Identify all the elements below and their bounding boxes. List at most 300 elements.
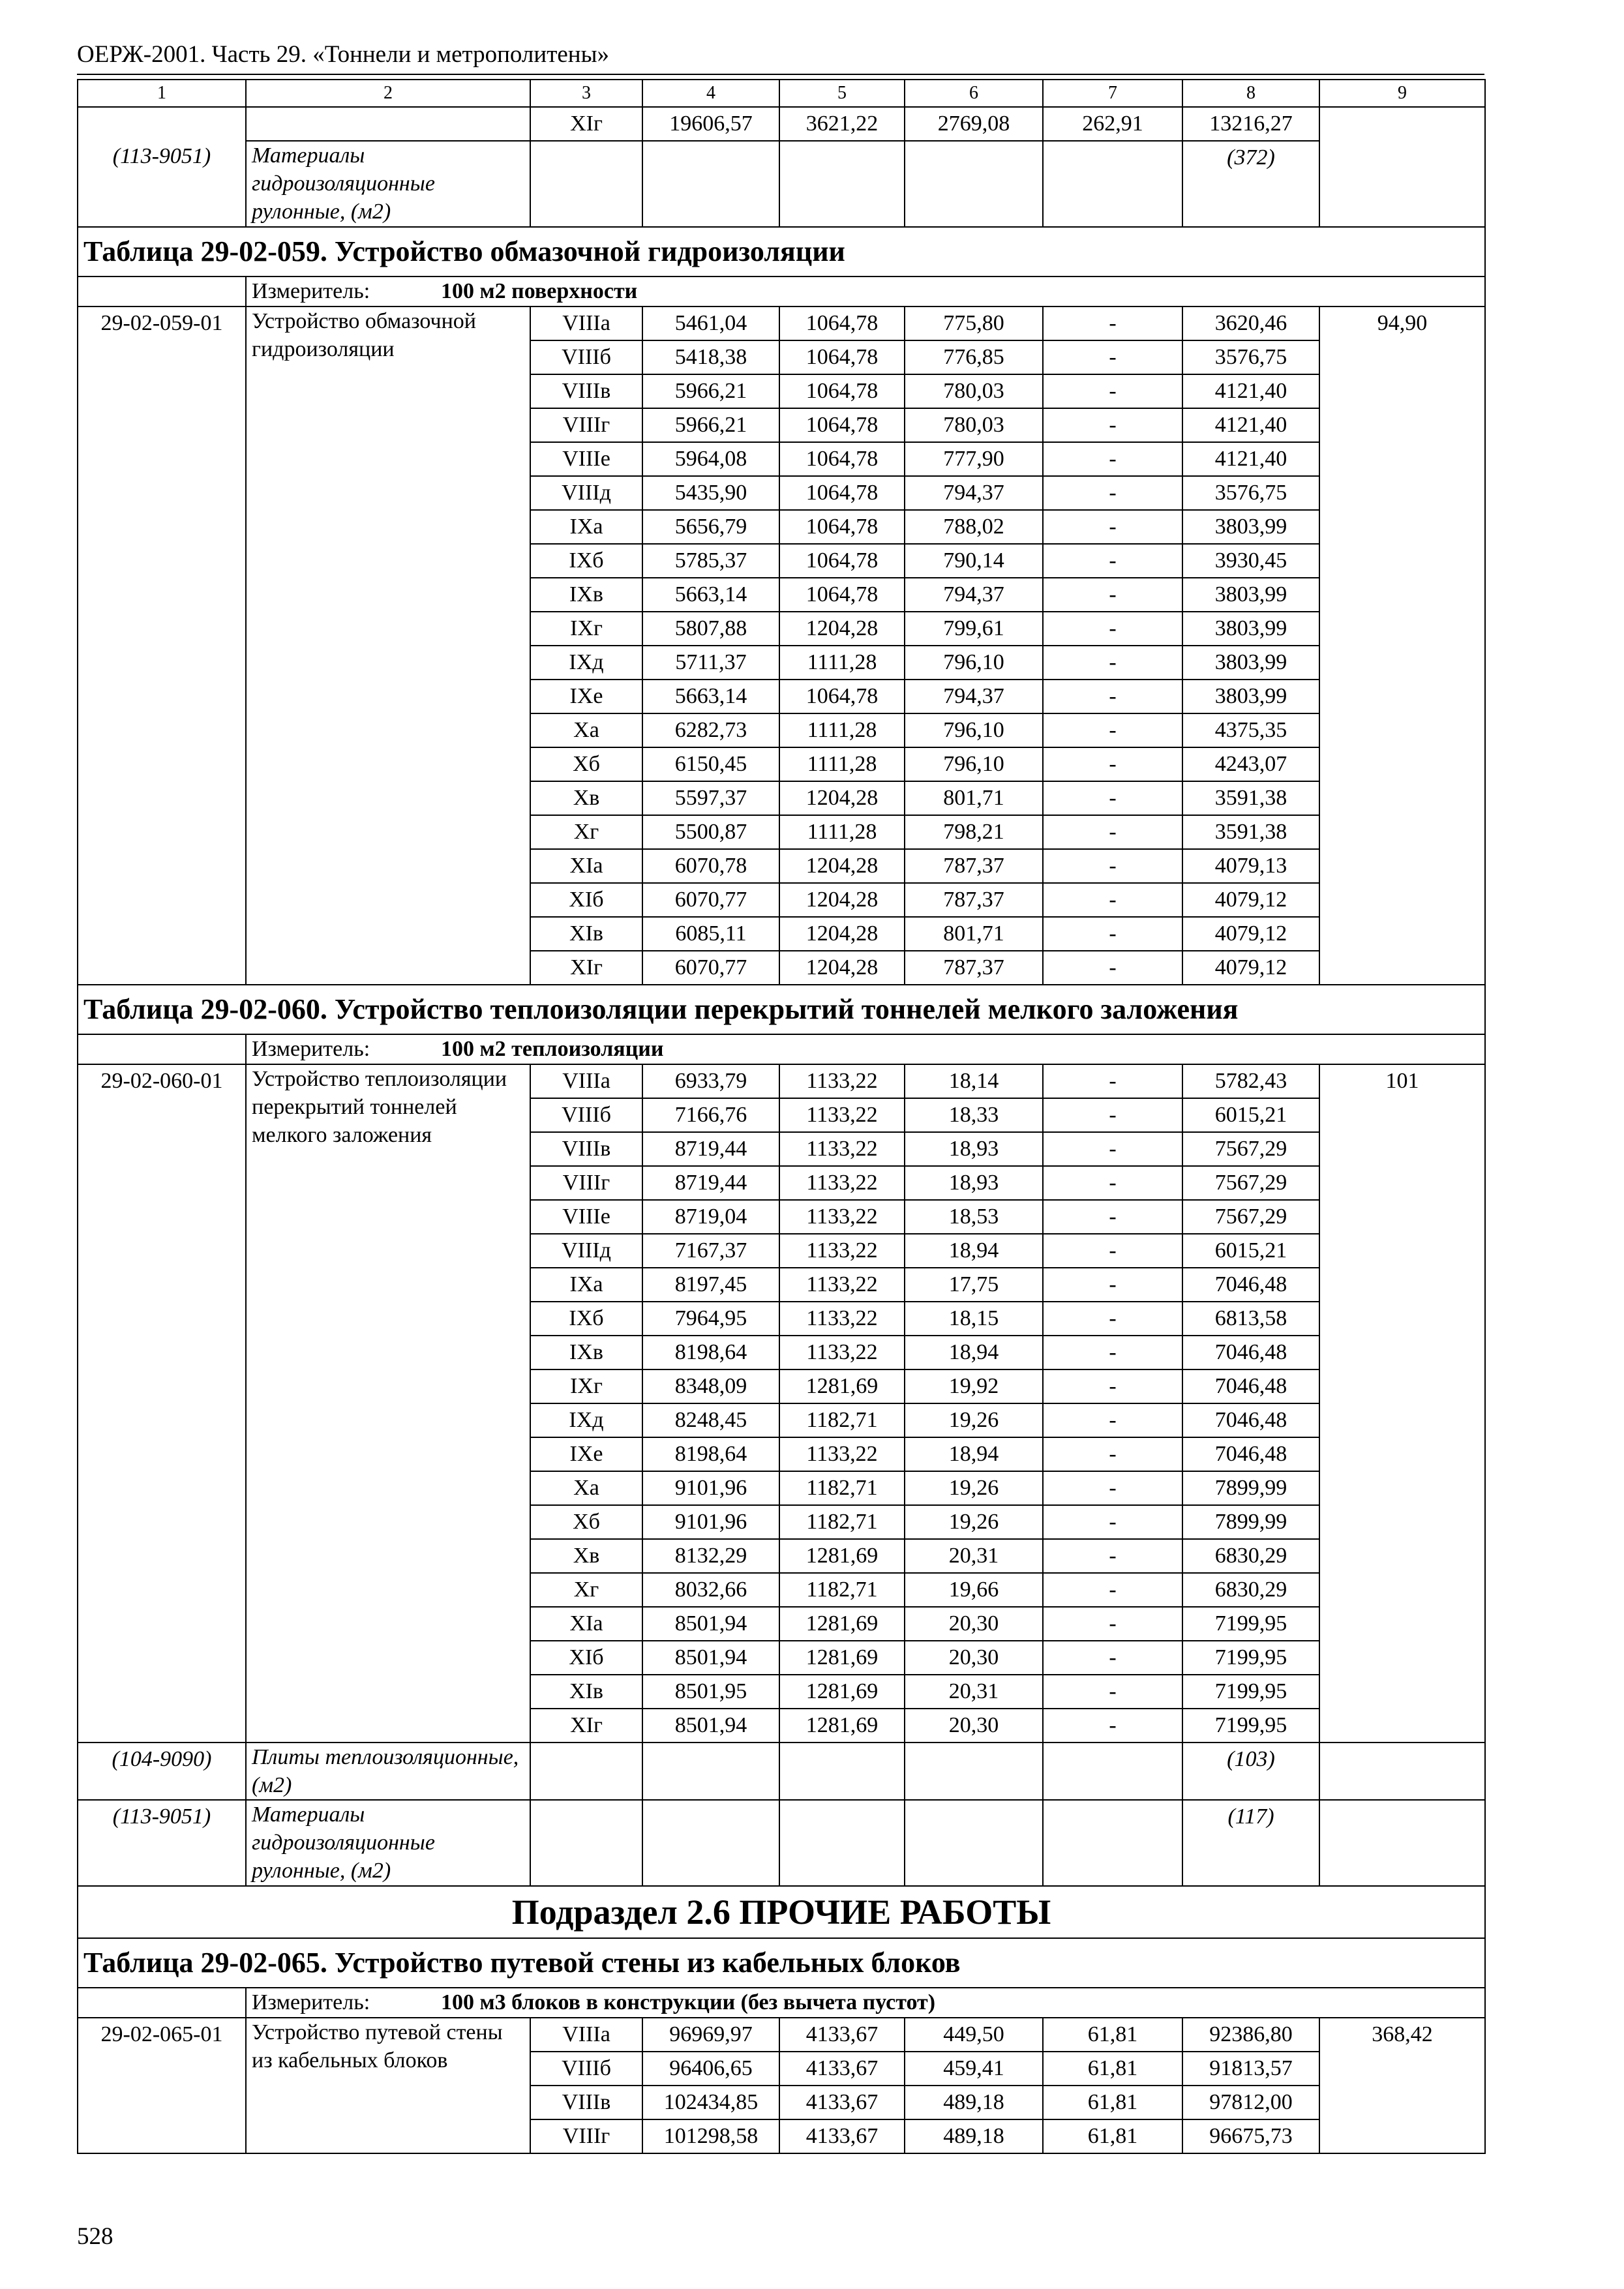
rate-value: Xа [530,713,642,747]
material-row [78,1743,1485,1800]
rate-value: 5966,21 [642,374,779,408]
rate-value: 18,93 [905,1166,1043,1200]
column-number: 5 [779,80,905,107]
rate-value: 799,61 [905,612,1043,646]
rate-value: - [1043,1539,1182,1573]
rate-value: VIIIг [530,1166,642,1200]
rate-value: 1133,22 [779,1234,905,1268]
rate-value: 1064,78 [779,408,905,442]
rate-value: 4133,67 [779,2018,905,2052]
rate-value: 7199,95 [1182,1675,1319,1709]
rate-value: 3591,38 [1182,815,1319,849]
rate-value: 5807,88 [642,612,779,646]
rate-value: 20,30 [905,1607,1043,1641]
rate-value: 8719,04 [642,1200,779,1234]
rate-value: 1133,22 [779,1166,905,1200]
rate-value: 1064,78 [779,307,905,340]
rate-value: 1133,22 [779,1098,905,1132]
rate-value: 796,10 [905,713,1043,747]
rate-value: - [1043,781,1182,815]
rate-value: 4133,67 [779,2086,905,2119]
rate-value: 6015,21 [1182,1234,1319,1268]
rate-value: 1182,71 [779,1403,905,1437]
rate-value: - [1043,849,1182,883]
rate-value: 96969,97 [642,2018,779,2052]
empty-cell [1043,1743,1182,1800]
rate-value: 788,02 [905,510,1043,544]
empty-cell [779,141,905,227]
rate-value: 5435,90 [642,476,779,510]
measure-spacer [78,1034,246,1064]
rate-value: 96406,65 [642,2052,779,2086]
rate-value: XIг [530,951,642,985]
rate-value: IXе [530,1437,642,1471]
rate-name: Устройство обмазочной гидроизоляции [246,307,530,985]
column-number: 6 [905,80,1043,107]
rate-value: 5964,08 [642,442,779,476]
rate-value: IXе [530,680,642,713]
rate-value: 1204,28 [779,917,905,951]
rate-col9: 368,42 [1319,2018,1485,2153]
empty-cell [1043,1800,1182,1886]
rate-value: 776,85 [905,340,1043,374]
rate-value: - [1043,307,1182,340]
rate-value: 780,03 [905,374,1043,408]
rate-value: - [1043,1166,1182,1200]
rates-table [77,79,1486,2154]
rate-value: 6015,21 [1182,1098,1319,1132]
rate-value: XIг [530,107,642,141]
rate-value: 19,92 [905,1369,1043,1403]
rate-value: - [1043,374,1182,408]
rate-value: 801,71 [905,917,1043,951]
material-name: Плиты теплоизоляционные, (м2) [246,1743,530,1800]
rate-value: 8501,94 [642,1709,779,1743]
measure-label: Измеритель: [252,1037,370,1061]
rate-value: Xв [530,781,642,815]
rate-value: Xг [530,1573,642,1607]
rate-value: 3803,99 [1182,646,1319,680]
measure-value: 100 м2 теплоизоляции [441,1037,664,1061]
rate-value: - [1043,1675,1182,1709]
empty-cell [779,1800,905,1886]
rate-value: 3621,22 [779,107,905,141]
rate-value: 5663,14 [642,578,779,612]
rate-value: 3803,99 [1182,612,1319,646]
page-number: 528 [77,2223,113,2250]
rate-value: 19,66 [905,1573,1043,1607]
rate-value: 18,53 [905,1200,1043,1234]
column-number: 1 [78,80,246,107]
rate-value: 1281,69 [779,1369,905,1403]
rate-value: IXд [530,646,642,680]
material-row [78,141,1485,227]
column-number: 7 [1043,80,1182,107]
rate-value: 8501,94 [642,1607,779,1641]
rate-col9: 94,90 [1319,307,1485,985]
rate-value: VIIIб [530,340,642,374]
rate-value: IXб [530,1302,642,1336]
rate-value: - [1043,1336,1182,1369]
rate-value: 3576,75 [1182,476,1319,510]
rate-value: - [1043,951,1182,985]
rate-value: 6830,29 [1182,1573,1319,1607]
table-title: Таблица 29-02-060. Устройство теплоизоляции перекрытий тоннелей мелкого заложения [78,985,1485,1034]
rate-value: 1182,71 [779,1573,905,1607]
rate-value: 1281,69 [779,1607,905,1641]
rate-value: 8248,45 [642,1403,779,1437]
rate-value: XIв [530,1675,642,1709]
rate-value: 1064,78 [779,442,905,476]
rate-value: 1204,28 [779,781,905,815]
rate-value: 3576,75 [1182,340,1319,374]
rate-value: 7046,48 [1182,1336,1319,1369]
rate-value: 449,50 [905,2018,1043,2052]
empty-cell [779,1743,905,1800]
rate-value: 1064,78 [779,374,905,408]
rate-value: 61,81 [1043,2119,1182,2153]
subsection-title: Подраздел 2.6 ПРОЧИЕ РАБОТЫ [78,1886,1485,1938]
rate-value: VIIIд [530,1234,642,1268]
rate-value: - [1043,1234,1182,1268]
rate-value: 1182,71 [779,1505,905,1539]
rate-value: VIIIв [530,374,642,408]
rate-value: 787,37 [905,849,1043,883]
rate-value: - [1043,815,1182,849]
rate-value: - [1043,1505,1182,1539]
measure-row [78,1034,1485,1064]
rate-col9: 101 [1319,1064,1485,1743]
rate-value: 1111,28 [779,815,905,849]
rate-value: 1064,78 [779,544,905,578]
table-row [78,2018,1485,2052]
rate-value: 262,91 [1043,107,1182,141]
empty-cell [530,1800,642,1886]
empty-cell [905,1800,1043,1886]
rate-value: IXа [530,510,642,544]
rate-value: 1064,78 [779,510,905,544]
rate-value: 1133,22 [779,1302,905,1336]
rate-value: 7046,48 [1182,1268,1319,1302]
table-row [78,1064,1485,1098]
column-number-row [78,80,1485,107]
rate-value: XIа [530,849,642,883]
rate-value: 20,31 [905,1539,1043,1573]
rate-value: VIIIа [530,2018,642,2052]
rate-value: 489,18 [905,2119,1043,2153]
rate-value: 4079,13 [1182,849,1319,883]
rate-value: VIIIв [530,2086,642,2119]
rate-value: 101298,58 [642,2119,779,2153]
rate-value: VIIIе [530,1200,642,1234]
rate-value: 20,31 [905,1675,1043,1709]
rate-value: 6070,78 [642,849,779,883]
material-code: (113-9051) [112,144,211,168]
rate-value: 775,80 [905,307,1043,340]
table-title: Таблица 29-02-059. Устройство обмазочной гидроизоляции [78,227,1485,277]
material-qty: (117) [1182,1800,1319,1886]
rate-code: 29-02-065-01 [78,2018,246,2153]
rate-value: VIIIа [530,1064,642,1098]
rate-value: - [1043,747,1182,781]
empty-cell [1319,107,1485,227]
rate-value: 7166,76 [642,1098,779,1132]
rate-value: Xб [530,1505,642,1539]
rate-value: 96675,73 [1182,2119,1319,2153]
rate-value: 1064,78 [779,680,905,713]
rate-value: 6813,58 [1182,1302,1319,1336]
rates-table-body [78,80,1485,2153]
rate-value: 19,26 [905,1403,1043,1437]
rate-value: 5785,37 [642,544,779,578]
rate-value: 2769,08 [905,107,1043,141]
table-title-row [78,227,1485,277]
rate-value: 8348,09 [642,1369,779,1403]
rate-value: 777,90 [905,442,1043,476]
rate-value: - [1043,680,1182,713]
rate-value: - [1043,1268,1182,1302]
measure-cell [246,277,1485,307]
rate-value: 3930,45 [1182,544,1319,578]
rate-value: 787,37 [905,951,1043,985]
rate-value: 7899,99 [1182,1505,1319,1539]
rate-value: - [1043,544,1182,578]
empty-cell [1043,141,1182,227]
rate-value: 4079,12 [1182,917,1319,951]
column-number: 4 [642,80,779,107]
rate-value: 3803,99 [1182,680,1319,713]
rate-value: 7964,95 [642,1302,779,1336]
empty-cell [78,107,246,227]
rate-value: - [1043,1098,1182,1132]
rate-value: 6070,77 [642,951,779,985]
measure-cell [246,1034,1485,1064]
rate-value: IXа [530,1268,642,1302]
rate-value: 5782,43 [1182,1064,1319,1098]
rate-value: 91813,57 [1182,2052,1319,2086]
rate-value: VIIIе [530,442,642,476]
empty-cell [642,1743,779,1800]
rate-value: 796,10 [905,747,1043,781]
measure-label: Измеритель: [252,1990,370,2014]
rate-value: 1204,28 [779,883,905,917]
rate-value: 61,81 [1043,2086,1182,2119]
rate-value: XIб [530,1641,642,1675]
rate-value: Xг [530,815,642,849]
rate-value: 7567,29 [1182,1166,1319,1200]
table-title-row [78,985,1485,1034]
rate-value: 8132,29 [642,1539,779,1573]
rate-value: - [1043,476,1182,510]
rate-value: VIIIб [530,1098,642,1132]
empty-cell [642,1800,779,1886]
rate-value: 1064,78 [779,578,905,612]
rate-value: 4079,12 [1182,883,1319,917]
column-number: 8 [1182,80,1319,107]
rate-value: 1111,28 [779,646,905,680]
rate-value: 20,30 [905,1709,1043,1743]
rate-value: IXг [530,612,642,646]
rate-value: 459,41 [905,2052,1043,2086]
rate-value: 18,93 [905,1132,1043,1166]
rate-value: 8032,66 [642,1573,779,1607]
rate-value: 1281,69 [779,1675,905,1709]
rate-value: VIIIд [530,476,642,510]
rate-value: 3803,99 [1182,578,1319,612]
rate-value: - [1043,883,1182,917]
rate-value: - [1043,1369,1182,1403]
rate-value: 18,15 [905,1302,1043,1336]
rate-value: 19,26 [905,1505,1043,1539]
rate-value: 102434,85 [642,2086,779,2119]
page-header: ОЕРЖ-2001. Часть 29. «Тоннели и метрополитены» [77,41,609,68]
rate-value: VIIIг [530,2119,642,2153]
rate-value: 61,81 [1043,2018,1182,2052]
rate-value: 4243,07 [1182,747,1319,781]
rate-value: - [1043,713,1182,747]
rate-value: - [1043,1200,1182,1234]
rate-value: 780,03 [905,408,1043,442]
rate-value: 1064,78 [779,476,905,510]
rate-value: - [1043,408,1182,442]
rate-value: 6070,77 [642,883,779,917]
rate-value: - [1043,1709,1182,1743]
rate-value: 5966,21 [642,408,779,442]
rate-value: - [1043,1607,1182,1641]
measure-spacer [78,277,246,307]
rate-value: 3803,99 [1182,510,1319,544]
material-qty: (372) [1182,141,1319,227]
rate-value: 1111,28 [779,713,905,747]
rate-value: - [1043,510,1182,544]
rate-value: 19,26 [905,1471,1043,1505]
rate-value: Xв [530,1539,642,1573]
rate-value: 7199,95 [1182,1709,1319,1743]
rate-value: IXв [530,578,642,612]
rate-value: XIг [530,1709,642,1743]
rate-value: 3620,46 [1182,307,1319,340]
header-rule [77,74,1484,75]
rate-value: VIIIг [530,408,642,442]
rate-value: 5656,79 [642,510,779,544]
rate-value: 9101,96 [642,1471,779,1505]
rate-value: 801,71 [905,781,1043,815]
column-number: 3 [530,80,642,107]
rate-value: 1111,28 [779,747,905,781]
rate-value: XIа [530,1607,642,1641]
rate-value: IXг [530,1369,642,1403]
rate-code: 29-02-060-01 [78,1064,246,1743]
rate-value: - [1043,442,1182,476]
material-row [78,1800,1485,1886]
rate-value: - [1043,1132,1182,1166]
rate-value: Xа [530,1471,642,1505]
material-name: Материалы гидроизоляционные рулонные, (м2) [246,1800,530,1886]
rate-value: 794,37 [905,578,1043,612]
rate-value: 4133,67 [779,2052,905,2086]
rate-value: 7167,37 [642,1234,779,1268]
rate-value: 97812,00 [1182,2086,1319,2119]
rate-value: 5711,37 [642,646,779,680]
rate-value: 3591,38 [1182,781,1319,815]
column-number: 2 [246,80,530,107]
rate-value: 1281,69 [779,1539,905,1573]
empty-cell [642,141,779,227]
rate-value: 794,37 [905,680,1043,713]
rate-value: 787,37 [905,883,1043,917]
rate-value: 7046,48 [1182,1437,1319,1471]
rate-value: 8197,45 [642,1268,779,1302]
rate-value: 5597,37 [642,781,779,815]
rate-value: IXв [530,1336,642,1369]
rate-value: 5663,14 [642,680,779,713]
measure-label: Измеритель: [252,279,370,303]
empty-cell [905,141,1043,227]
measure-spacer [78,1988,246,2018]
rate-value: - [1043,1471,1182,1505]
rate-value: IXб [530,544,642,578]
rate-value: 794,37 [905,476,1043,510]
rate-value: 8198,64 [642,1336,779,1369]
material-code: (113-9051) [78,1800,246,1886]
rate-value: 1133,22 [779,1437,905,1471]
rate-value: 6085,11 [642,917,779,951]
rate-value: - [1043,1302,1182,1336]
rate-value: - [1043,578,1182,612]
rate-value: 790,14 [905,544,1043,578]
rate-value: - [1043,917,1182,951]
rate-value: 8501,94 [642,1641,779,1675]
rate-value: 1204,28 [779,612,905,646]
empty-cell [1319,1800,1485,1886]
rate-value: - [1043,612,1182,646]
rate-value: 489,18 [905,2086,1043,2119]
rate-value: 7899,99 [1182,1471,1319,1505]
rate-value: - [1043,1573,1182,1607]
empty-cell [530,1743,642,1800]
column-number: 9 [1319,80,1485,107]
measure-row [78,1988,1485,2018]
rate-value: 17,75 [905,1268,1043,1302]
measure-value: 100 м3 блоков в конструкции (без вычета пустот) [441,1990,936,2014]
rate-value: 7199,95 [1182,1607,1319,1641]
rate-value: 18,14 [905,1064,1043,1098]
measure-value: 100 м2 поверхности [441,279,638,303]
rate-value: 1204,28 [779,951,905,985]
rate-value: XIв [530,917,642,951]
rate-value: 7046,48 [1182,1369,1319,1403]
measure-cell [246,1988,1485,2018]
rate-value: 7199,95 [1182,1641,1319,1675]
rate-value: 8501,95 [642,1675,779,1709]
rate-value: 796,10 [905,646,1043,680]
rate-value: VIIIб [530,2052,642,2086]
rate-value: - [1043,1403,1182,1437]
table-title-row [78,1938,1485,1988]
rate-value: 8719,44 [642,1166,779,1200]
rate-value: 5500,87 [642,815,779,849]
rate-value: 18,33 [905,1098,1043,1132]
rate-value: 18,94 [905,1234,1043,1268]
rate-value: 1133,22 [779,1268,905,1302]
material-code: (104-9090) [78,1743,246,1800]
rate-value: 1133,22 [779,1200,905,1234]
rate-value: 1182,71 [779,1471,905,1505]
material-name: Материалы гидроизоляционные рулонные, (м2) [246,141,530,227]
empty-cell [1319,1743,1485,1800]
rate-value: 18,94 [905,1336,1043,1369]
subsection-row [78,1886,1485,1938]
